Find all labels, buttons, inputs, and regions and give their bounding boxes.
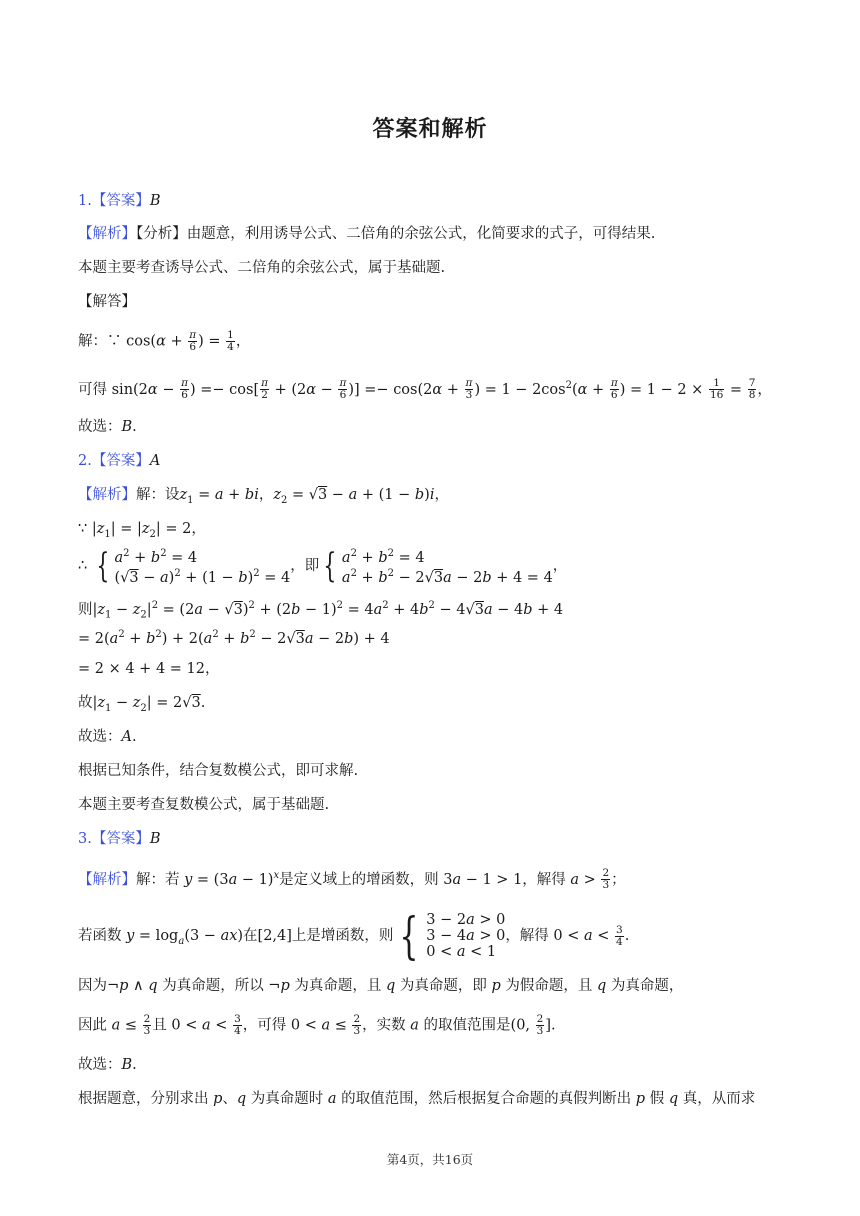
- q2-step3: ∴ { $a^2 + b^2 = 4$ $(√3 - a)^2 + (1 - b)^2 = 4$ ，即 { $a^2 + b^2 = 4$ $a^2 + b^2 - 2√3a - 2b + 4 = 4$ ，: [78, 545, 568, 586]
- q2-step4: 则$|z_1 - z_2|^2 = (2a - √3)^2 + (2b - 1)^2 = 4a^2 + 4b^2 - 4√3a - 4b + 4$: [78, 600, 564, 621]
- q3-summary: 根据题意，分别求出 p、q 为真命题时 a 的取值范围，然后根据复合命题的真假判断出 p 假 q 真，从而求: [78, 1091, 756, 1107]
- q3-step4: 因此 a ≤ $\frac{2}{3}$ 且 0 < a < $\frac{3}{4}$ ，可得 0 < a ≤ $\frac{2}{3}$ ，实数 a 的取值范围是(0, $\frac{2}{3}$ ].: [78, 1013, 556, 1037]
- q2-step1: 【解析】解：设$z_1 = a$ + bi，$z_2 = √3 - a + (1 - b)i$，: [78, 487, 449, 506]
- q2-summary: 根据已知条件，结合复数模公式，即可求解.: [78, 763, 359, 779]
- q2-step2: ∵ $|z_1| = |z_2| = 2$，: [78, 521, 206, 540]
- q2-answer-line: 2.【答案】A: [78, 453, 161, 469]
- q3-choice: 故选：B.: [78, 1057, 137, 1073]
- q2-step6: = 2 × 4 + 4 = 12，: [78, 661, 220, 677]
- q1-analysis: 【解析】【分析】由题意，利用诱导公式、二倍角的余弦公式，化简要求的式子，可得结果.: [78, 226, 656, 242]
- q1-focus: 本题主要考查诱导公式、二倍角的余弦公式，属于基础题.: [78, 260, 446, 276]
- q3-step2: 若函数 $y = \log_a(3 - ax)$在[2,4]上是增函数，则 { 3 − 2a > 0 3 − 4a > 0 0 < a < 1 ，解得 0 < a < $\frac{3}{4}$ .: [78, 907, 630, 965]
- q2-choice: 故选：A.: [78, 729, 137, 745]
- q3-step3: 因为¬p ∧ q 为真命题，所以 ¬p 为真命题，且 q 为真命题，即 p 为假命题，且 q 为真命题，: [78, 978, 684, 994]
- q2-focus: 本题主要考查复数模公式，属于基础题.: [78, 797, 330, 813]
- q1-step1: 解：∵ cos(α + $\frac{\pi}{6}$ ) = $\frac{1}{4}$ ，: [78, 329, 251, 353]
- q2-step7: 故$|z_1 - z_2| = 2√3$.: [78, 695, 206, 714]
- q1-step2: 可得 sin(2α − $\frac{\pi}{6}$ ) =− cos[ $\frac{\pi}{2}$ + (2α − $\frac{\pi}{6}$ )] =− cos(2α + $\frac{\pi}{3}$ ) = $1 - 2\cos^2(\alpha$ + $\frac{\pi}{6}$ ) = 1 − 2 × $\frac{1}{16}$ = $\frac{7}{8}$ ，: [78, 377, 772, 402]
- q1-answer-line: 1.【答案】B: [78, 193, 161, 209]
- q2-step5: = $2(a^2 + b^2) + 2(a^2 + b^2 - 2√3a - 2b) + 4$: [78, 629, 390, 647]
- q1-choice: 故选：B.: [78, 419, 137, 435]
- q3-answer-line: 3.【答案】B: [78, 831, 161, 847]
- q1-solution-label: 【解答】: [78, 294, 136, 310]
- page-footer: 第4页，共16页: [386, 1152, 474, 1167]
- q3-step1: 【解析】解：若 $y = (3a - 1)^x$是定义域上的增函数，则 3a − 1 > 1，解得 a > $\frac{2}{3}$ ；: [78, 867, 626, 892]
- page-title: 答案和解析: [372, 117, 488, 142]
